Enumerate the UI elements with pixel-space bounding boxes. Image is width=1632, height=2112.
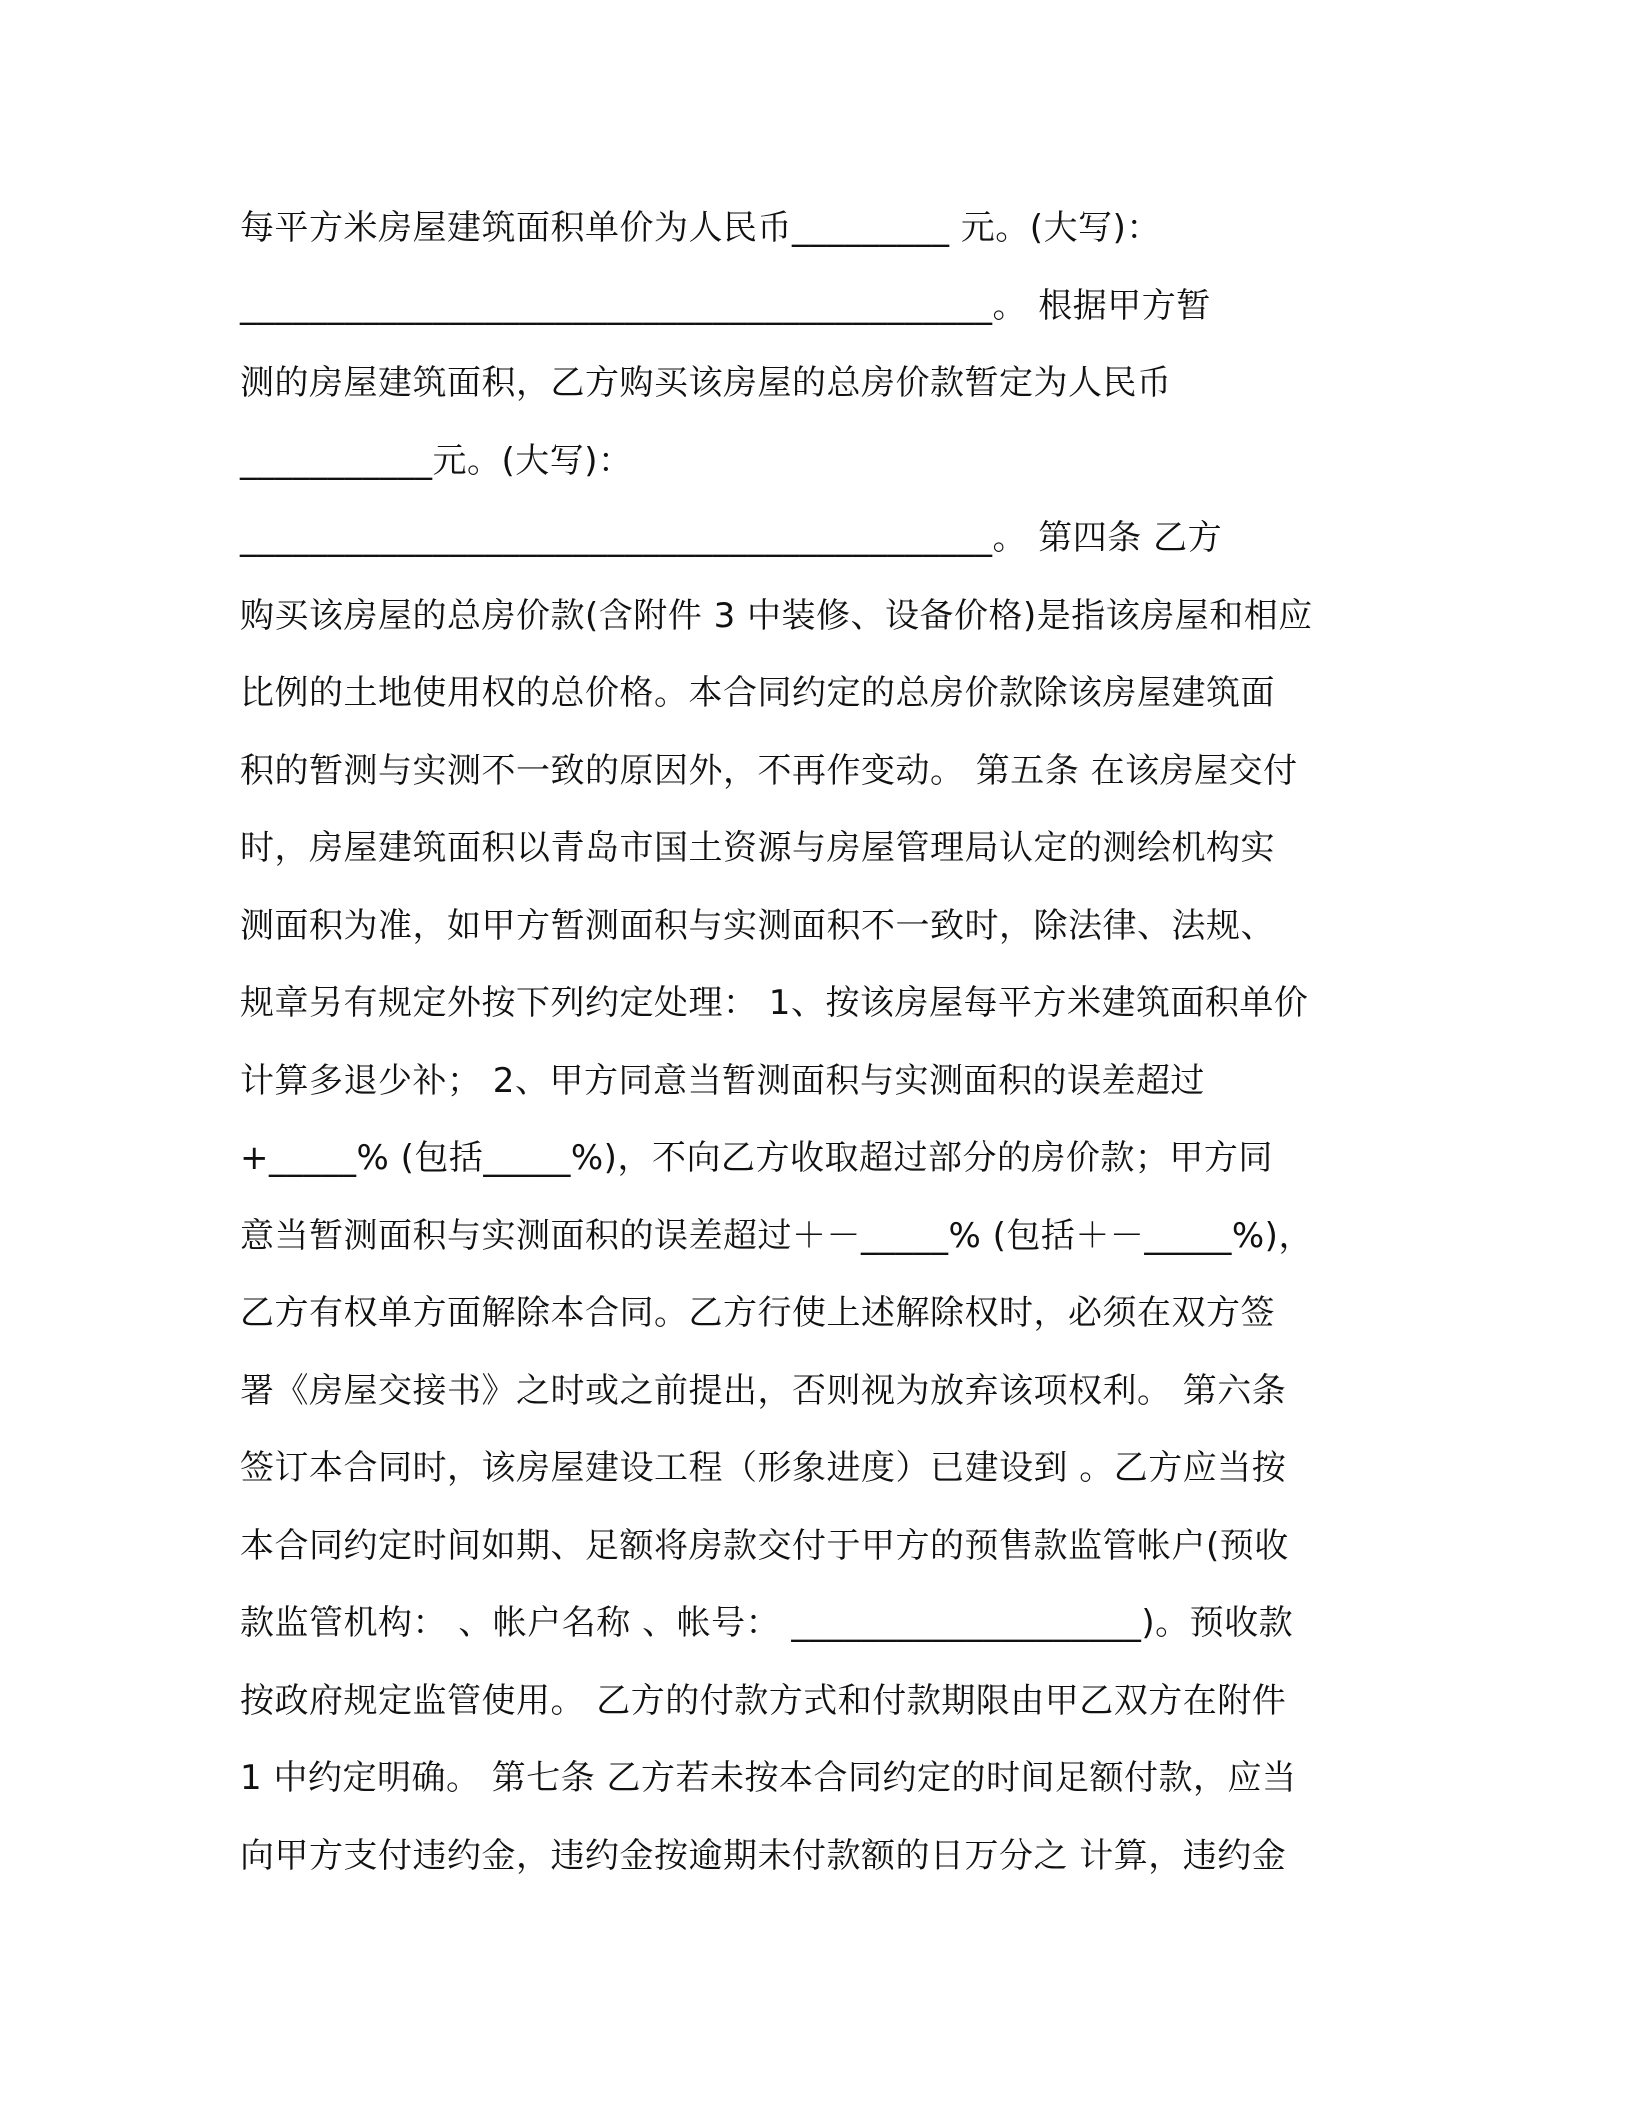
text-line: 每平方米房屋建筑面积单价为人民币_________ 元。(大写)： xyxy=(240,208,1161,248)
text-line: 本合同约定时间如期、足额将房款交付于甲方的预售款监管帐户(预收 xyxy=(240,1525,1289,1566)
text-line: ___________________________________________。 根据甲方暂 xyxy=(240,285,1211,326)
text-line: 署《房屋交接书》之时或之前提出，否则视为放弃该项权利。 第六条 xyxy=(240,1370,1287,1411)
text-line: 测面积为准，如甲方暂测面积与实测面积不一致时，除法律、法规、 xyxy=(240,905,1275,946)
text-line: 规章另有规定外按下列约定处理： 1、按该房屋每平方米建筑面积单价 xyxy=(240,983,1309,1023)
text-line: 计算多退少补； 2、甲方同意当暂测面积与实测面积的误差超过 xyxy=(240,1060,1205,1101)
text-line: +_____% (包括_____%)，不向乙方收取超过部分的房价款；甲方同 xyxy=(240,1138,1273,1178)
text-line: ___________元。(大写)： xyxy=(240,440,633,481)
text-line: ___________________________________________。 第四条 乙方 xyxy=(240,518,1223,558)
text-line: 款监管机构： 、帐户名称 、帐号： ____________________)。预收款 xyxy=(240,1603,1294,1643)
text-line: 积的暂测与实测不一致的原因外，不再作变动。 第五条 在该房屋交付 xyxy=(240,750,1298,791)
contract-body xyxy=(240,190,1400,1895)
text-line: 1 中约定明确。 第七条 乙方若未按本合同约定的时间足额付款，应当 xyxy=(240,1758,1297,1798)
text-line: 乙方有权单方面解除本合同。乙方行使上述解除权时，必须在双方签 xyxy=(240,1293,1275,1333)
text-line: 测的房屋建筑面积，乙方购买该房屋的总房价款暂定为人民币 xyxy=(240,363,1172,403)
text-line: 按政府规定监管使用。 乙方的付款方式和付款期限由甲乙双方在附件 xyxy=(240,1680,1287,1721)
text-line: 购买该房屋的总房价款(含附件 3 中装修、设备价格)是指该房屋和相应 xyxy=(240,595,1313,636)
text-line: 意当暂测面积与实测面积的误差超过＋－_____% (包括＋－_____%)， xyxy=(240,1215,1313,1256)
text-line: 签订本合同时，该房屋建设工程（形象进度）已建设到 。乙方应当按 xyxy=(240,1448,1287,1488)
text-line: 时，房屋建筑面积以青岛市国土资源与房屋管理局认定的测绘机构实 xyxy=(240,828,1275,868)
text-line: 比例的土地使用权的总价格。本合同约定的总房价款除该房屋建筑面 xyxy=(240,673,1275,713)
text-line: 向甲方支付违约金，违约金按逾期未付款额的日万分之 计算，违约金 xyxy=(240,1835,1287,1876)
